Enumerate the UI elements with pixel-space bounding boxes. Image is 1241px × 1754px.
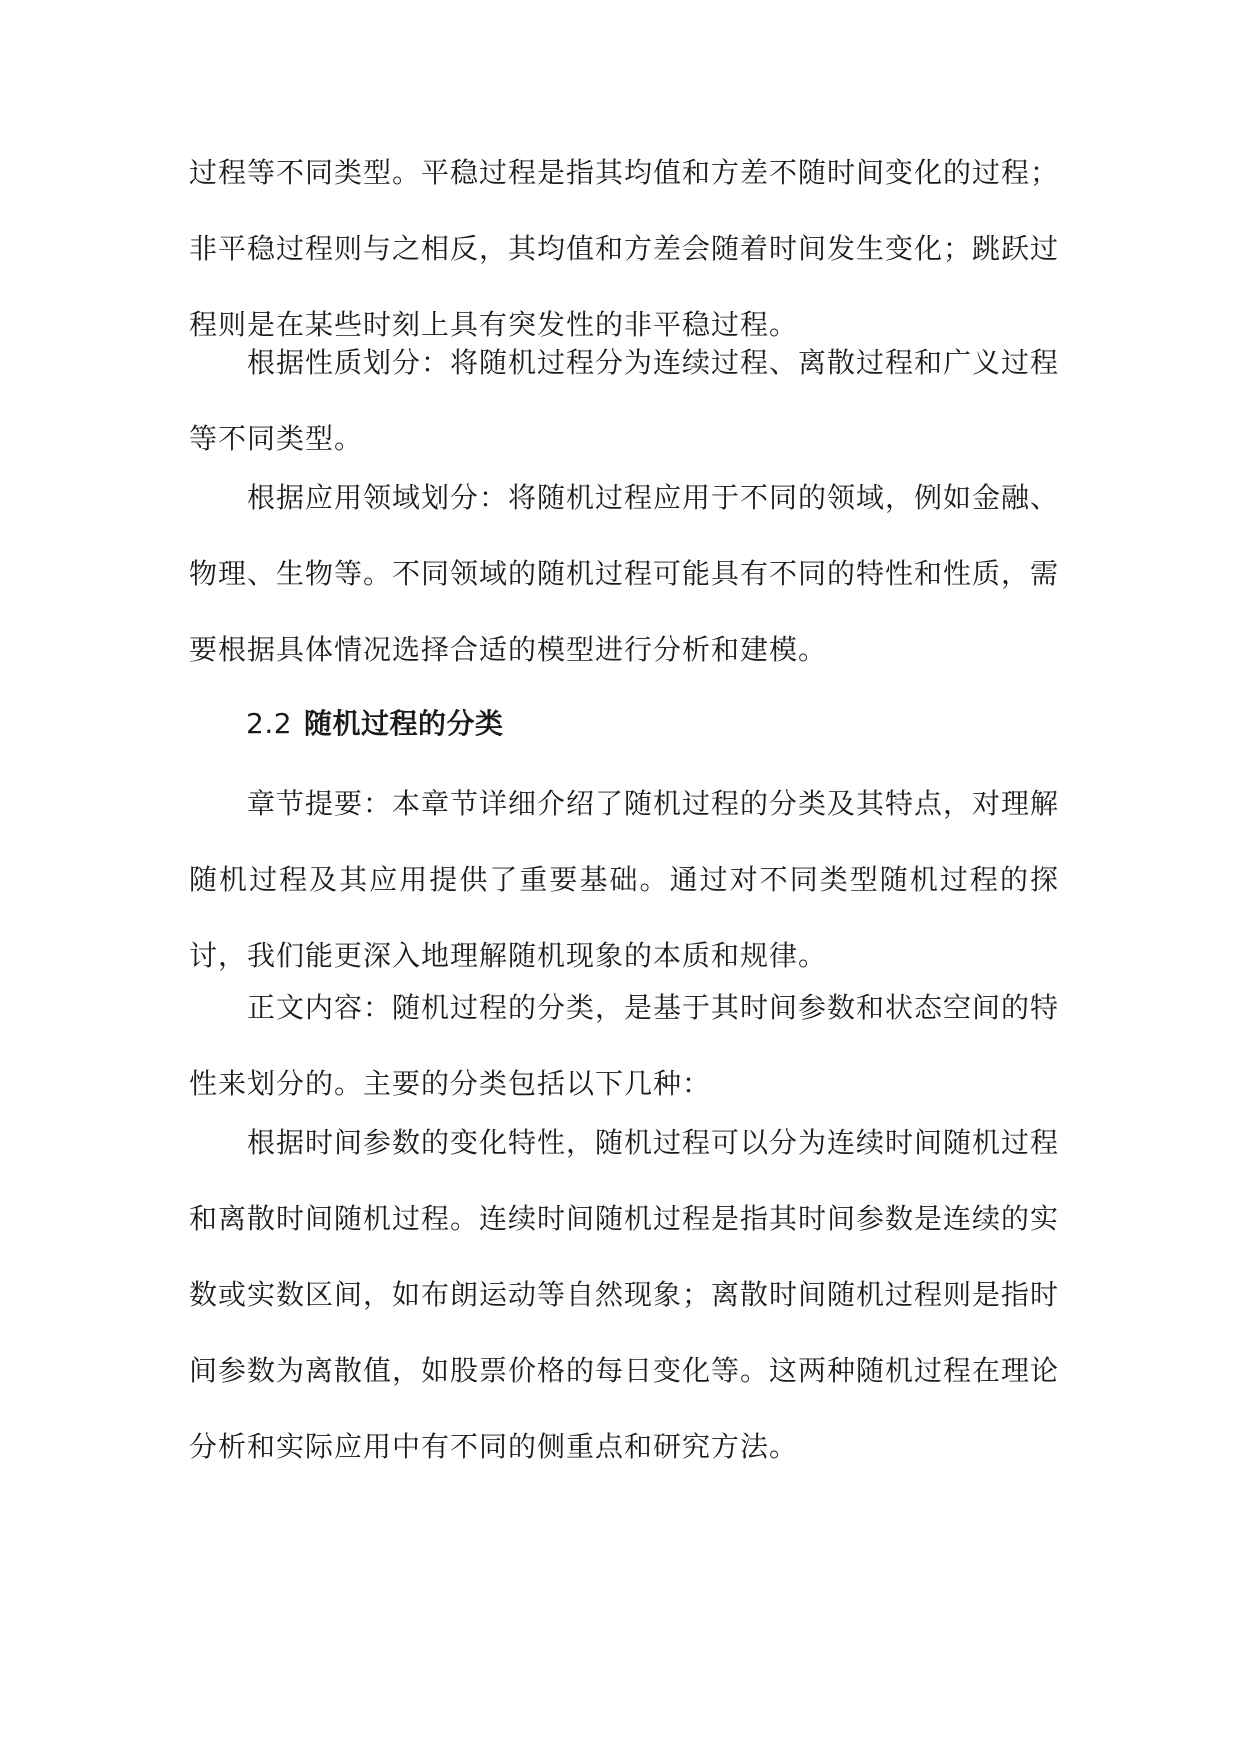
paragraph-main-content: 正文内容：随机过程的分类，是基于其时间参数和状态空间的特性来划分的。主要的分类包括以下几种： [189, 991, 1060, 1100]
section-title: 随机过程的分类 [304, 707, 504, 740]
paragraph-chapter-summary: 章节提要：本章节详细介绍了随机过程的分类及其特点，对理解随机过程及其应用提供了重要基础。通过对不同类型随机过程的探讨，我们能更深入地理解随机现象的本质和规律。 [189, 787, 1060, 972]
section-heading [246, 704, 504, 744]
paragraph-by-nature: 根据性质划分：将随机过程分为连续过程、离散过程和广义过程等不同类型。 [189, 346, 1060, 455]
section-number: 2.2 [246, 707, 293, 740]
paragraph-stationary-processes: 过程等不同类型。平稳过程是指其均值和方差不随时间变化的过程；非平稳过程则与之相反，其均值和方差会随着时间发生变化；跳跃过程则是在某些时刻上具有突发性的非平稳过程。 [189, 156, 1060, 341]
paragraph-by-application: 根据应用领域划分：将随机过程应用于不同的领域，例如金融、物理、生物等。不同领域的随机过程可能具有不同的特性和性质，需要根据具体情况选择合适的模型进行分析和建模。 [189, 481, 1060, 666]
paragraph-time-parameter: 根据时间参数的变化特性，随机过程可以分为连续时间随机过程和离散时间随机过程。连续时间随机过程是指其时间参数是连续的实数或实数区间，如布朗运动等自然现象；离散时间随机过程则是指时间参数为离散值，如股票价格的每日变化等。这两种随机过程在理论分析和实际应用中有不同的侧重点和研究方法。 [189, 1126, 1060, 1463]
